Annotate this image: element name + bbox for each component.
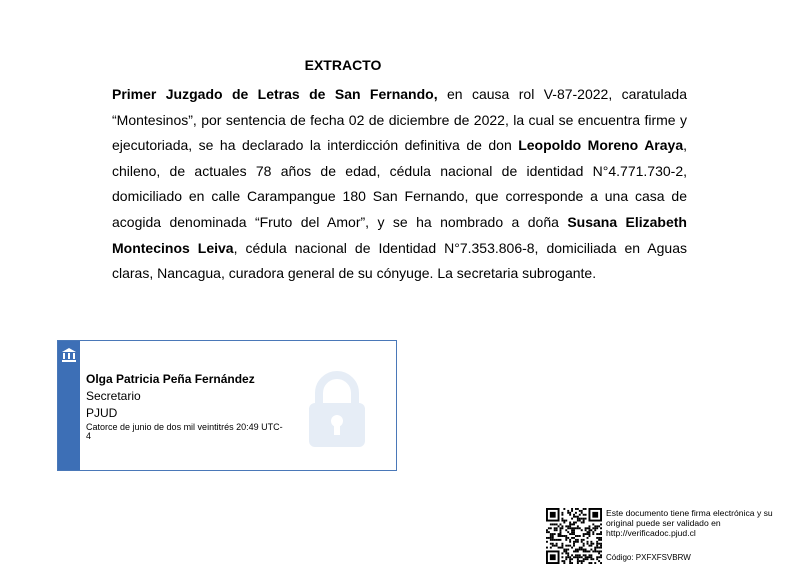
qr-code-icon <box>546 508 602 564</box>
signer-name: Olga Patricia Peña Fernández <box>86 372 255 386</box>
document-title: EXTRACTO <box>304 57 382 73</box>
verification-block <box>546 508 796 564</box>
signer-role: Secretario <box>86 389 141 403</box>
verification-code: Código: PXFXFSVBRW <box>606 553 691 562</box>
bold-text-segment: Leopoldo Moreno Araya <box>518 137 684 154</box>
bold-text-segment: Primer Juzgado de Letras de San Fernando, <box>112 86 438 102</box>
text-segment: en causa rol V-87-2022, caratulada “Montesinos”, por sentencia de fecha 02 de diciembre de 2022, la cual se encuentra firme y ejecutoriada, se ha declarado la interdicción definitiva de don <box>112 86 687 154</box>
signer-organization: PJUD <box>86 406 118 420</box>
text-segment: , chileno, de actuales 78 años de edad, cédula nacional de identidad N°4.771.730-2, domiciliado en calle Carampangue 180 San Fernando, que corresponde a una casa de acogida denominada “Fruto del Amor”, y se ha nombrado a doña <box>112 137 688 230</box>
courthouse-icon <box>61 347 77 363</box>
text-segment: , cédula nacional de Identidad N°7.353.806-8, domiciliada en Aguas claras, Nancagua, curadora general de su cónyuge. La secretaria subrogante. <box>112 239 688 282</box>
signature-date: Catorce de junio de dos mil veintitrés 20:49 UTC-4 <box>86 422 283 441</box>
extract-paragraph <box>112 82 687 287</box>
electronic-signature-box <box>57 340 397 471</box>
bold-text-segment: Susana Elizabeth Montecinos Leiva <box>112 213 687 256</box>
signature-side-bar <box>58 341 80 470</box>
lock-icon <box>305 371 369 449</box>
verification-text: Este documento tiene firma electrónica y su original puede ser validado en http://verificadoc.pjud.cl <box>606 508 773 538</box>
